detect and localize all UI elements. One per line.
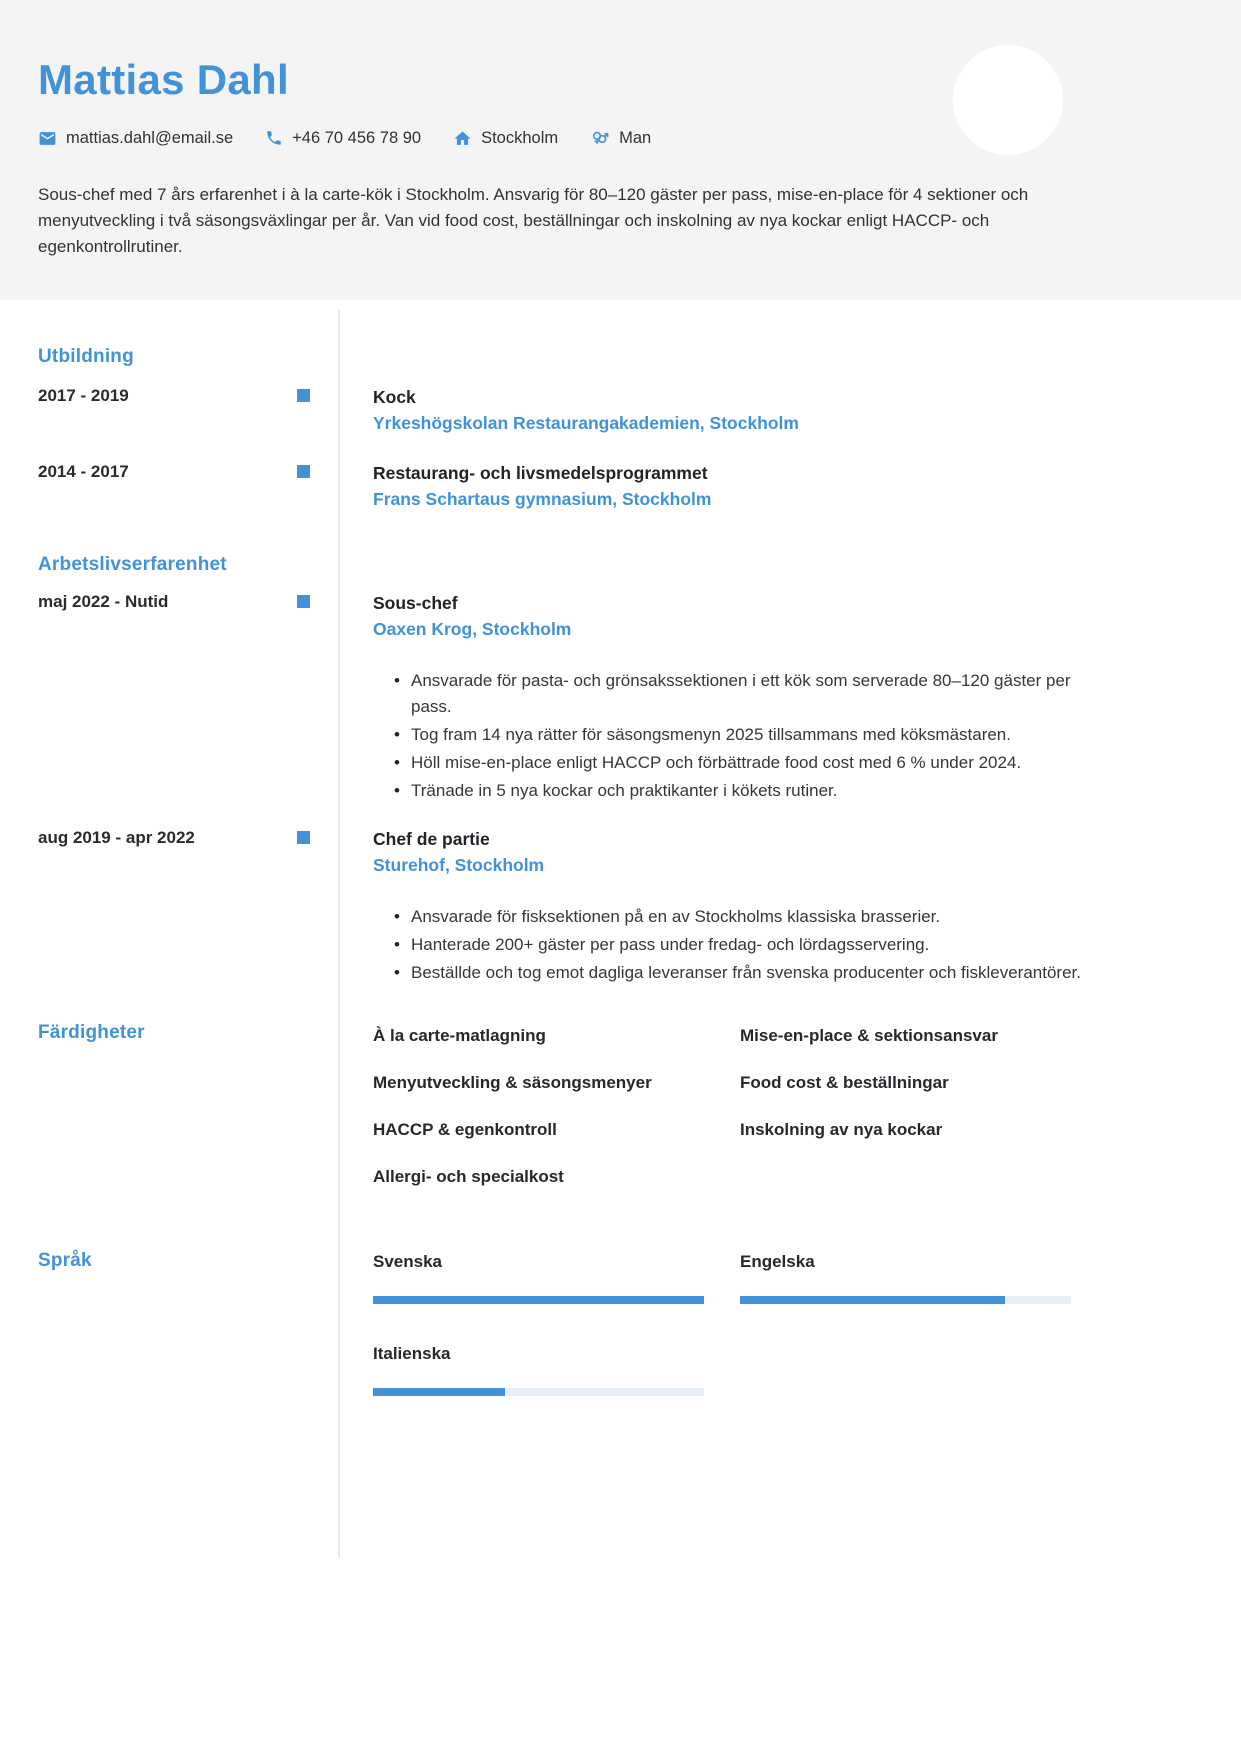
timeline-marker: [297, 389, 310, 402]
entry-organization: Oaxen Krog, Stockholm: [373, 619, 572, 639]
contact-gender-text: Man: [619, 128, 652, 147]
language-level-bar: [373, 1296, 704, 1304]
skill-item: Food cost & beställningar: [740, 1073, 949, 1092]
bullet-item: • Beställde och tog emot dagliga leveranser från svenska producenter och fiskleverantörer.: [394, 960, 1102, 986]
contact-email-text: mattias.dahl@email.se: [66, 128, 234, 147]
entry-organization: Sturehof, Stockholm: [373, 855, 545, 875]
education-entry: [38, 460, 1102, 512]
entry-period: aug 2019 - apr 2022: [38, 828, 195, 847]
entry-bullet-list: [394, 668, 1102, 804]
language-level-bar: [373, 1388, 704, 1396]
section-languages: [38, 1250, 1102, 1396]
section-education-header: [38, 346, 1102, 368]
language-item: [373, 1342, 704, 1396]
section-title-education: Utbildning: [38, 346, 134, 367]
email-icon: [38, 129, 57, 148]
section-experience-header: [38, 554, 1102, 576]
language-name: Engelska: [740, 1252, 815, 1271]
contact-location: [453, 129, 558, 148]
entry-organization: Yrkeshögskolan Restaurangakademien, Stockholm: [373, 413, 799, 433]
skills-grid: [373, 1022, 1102, 1210]
timeline-marker: [297, 465, 310, 478]
experience-entry: [38, 590, 1102, 806]
section-skills: [38, 1022, 1102, 1210]
bullet-item: • Ansvarade för fisksektionen på en av Stockholms klassiska brasserier.: [394, 904, 1102, 930]
skill-item: À la carte-matlagning: [373, 1026, 546, 1045]
resume-header: [0, 0, 1241, 300]
language-name: Italienska: [373, 1344, 451, 1363]
education-entry: [38, 384, 1102, 436]
entry-period: 2014 - 2017: [38, 462, 129, 481]
skill-item: Allergi- och specialkost: [373, 1167, 564, 1186]
skills-column-1: [373, 1022, 703, 1210]
skill-item: Mise-en-place & sektionsansvar: [740, 1026, 998, 1045]
experience-entry: [38, 826, 1102, 988]
bullet-item: • Tränade in 5 nya kockar och praktikanter i kökets rutiner.: [394, 778, 1102, 804]
skill-item: Menyutveckling & säsongsmenyer: [373, 1073, 652, 1092]
skills-column-2: [740, 1022, 1072, 1210]
avatar: [953, 45, 1063, 155]
entry-role: Chef de partie: [373, 829, 490, 849]
language-level-fill: [740, 1296, 1005, 1304]
person-name: Mattias Dahl: [38, 56, 289, 103]
contact-location-text: Stockholm: [481, 128, 559, 147]
contact-phone: [265, 129, 421, 148]
languages-grid: [373, 1250, 1102, 1396]
entry-period: maj 2022 - Nutid: [38, 592, 169, 611]
bullet-item: • Hanterade 200+ gäster per pass under fredag- och lördagsservering.: [394, 932, 1102, 958]
gender-icon: [590, 128, 610, 148]
section-title-experience: Arbetslivserfarenhet: [38, 554, 227, 575]
skill-item: Inskolning av nya kockar: [740, 1120, 943, 1139]
contact-email: [38, 129, 233, 148]
language-item: [373, 1250, 704, 1304]
entry-bullet-list: [394, 904, 1102, 986]
entry-role: Restaurang- och livsmedelsprogrammet: [373, 463, 708, 483]
profile-summary: Sous-chef med 7 års erfarenhet i à la carte-kök i Stockholm. Ansvarig för 80–120 gäster per pass, mise-en-place för 4 sektioner och menyutveckling i två säsongsväxlingar per år. Van vid food cost, beställningar och inskolning av nya kockar enligt HACCP- och egenkontrollrutiner.: [38, 185, 1029, 256]
contact-gender: [590, 128, 651, 148]
language-item: [740, 1250, 1071, 1304]
resume-body: [0, 300, 1241, 1754]
bullet-item: • Tog fram 14 nya rätter för säsongsmenyn 2025 tillsammans med köksmästaren.: [394, 722, 1102, 748]
skill-item: HACCP & egenkontroll: [373, 1120, 557, 1139]
language-level-bar: [740, 1296, 1071, 1304]
phone-icon: [265, 129, 283, 147]
language-level-fill: [373, 1388, 505, 1396]
section-title-skills: Färdigheter: [38, 1022, 145, 1043]
entry-role: Sous-chef: [373, 593, 458, 613]
language-level-fill: [373, 1296, 704, 1304]
timeline-marker: [297, 595, 310, 608]
contact-phone-text: +46 70 456 78 90: [292, 128, 422, 147]
timeline-marker: [297, 831, 310, 844]
bullet-item: • Höll mise-en-place enligt HACCP och förbättrade food cost med 6 % under 2024.: [394, 750, 1102, 776]
entry-organization: Frans Schartaus gymnasium, Stockholm: [373, 489, 712, 509]
home-icon: [453, 129, 472, 148]
entry-role: Kock: [373, 387, 416, 407]
bullet-item: • Ansvarade för pasta- och grönsakssektionen i ett kök som serverade 80–120 gäster per pass.: [394, 668, 1102, 720]
section-title-languages: Språk: [38, 1250, 92, 1271]
language-name: Svenska: [373, 1252, 442, 1271]
entry-period: 2017 - 2019: [38, 386, 129, 405]
